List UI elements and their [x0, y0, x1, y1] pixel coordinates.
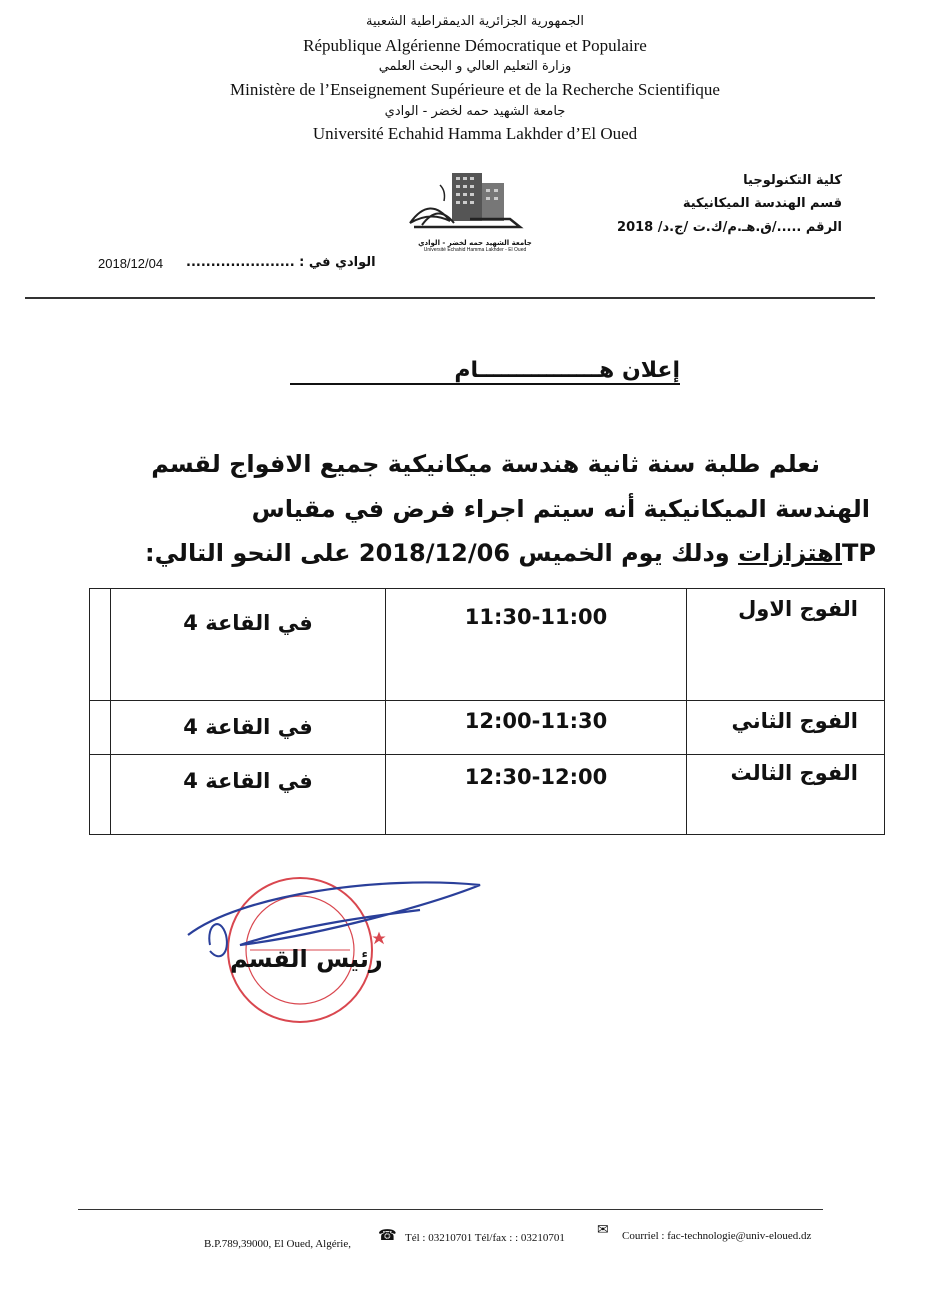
schedule-table: [89, 588, 885, 835]
time-cell: 12:30-12:00: [386, 755, 687, 835]
room-cell: في القاعة 4: [111, 755, 386, 835]
announcement-line-3: [90, 532, 876, 574]
email-icon: ✉: [597, 1222, 609, 1238]
reference-number: الرقم ...../ق.هـ.م/ك.ت /ج.د/ 2018: [617, 220, 842, 235]
announcement-line-1: نعلم طلبة سنة ثانية هندسة ميكانيكية جميع الافواج لقسم: [151, 450, 820, 478]
table-margin-cell: [90, 701, 111, 755]
university-building-icon: [400, 165, 550, 235]
announcement-title: إعلان هــــــــــــــــام: [290, 358, 680, 385]
course-tp: TP: [842, 539, 876, 567]
footer-email: Courriel : fac-technologie@univ-eloued.dz: [622, 1230, 812, 1242]
table-row: [90, 589, 885, 701]
header-fr-ministry: Ministère de l’Enseignement Supérieure et de la Recherche Scientifique: [230, 80, 720, 99]
table-row: [90, 755, 885, 835]
faculty-name: كلية التكنولوجيا: [743, 173, 842, 188]
header-fr-republic: République Algérienne Démocratique et Populaire: [303, 36, 647, 55]
university-logo: [400, 165, 550, 260]
announcement-date-text: ودلك يوم الخميس 2018/12/06 على النحو التالي:: [145, 539, 739, 567]
footer-phone: Tél : 03210701 Tél/fax : : 03210701: [405, 1232, 565, 1244]
course-name: اهتزازات: [738, 539, 843, 567]
department-name: قسم الهندسة الميكانيكية: [682, 196, 842, 211]
header-fr-university: Université Echahid Hamma Lakhder d’El Oued: [312, 124, 638, 143]
footer-address: B.P.789,39000, El Oued, Algérie,: [204, 1238, 351, 1250]
header-ar-republic: الجمهورية الجزائرية الديمقراطية الشعبية: [366, 14, 584, 29]
time-cell: 12:00-11:30: [386, 701, 687, 755]
room-cell: في القاعة 4: [111, 589, 386, 701]
footer-divider: [78, 1209, 823, 1210]
header-divider: [25, 297, 875, 299]
department-head-title: رئيس القسم: [230, 945, 383, 973]
header-ar-university: جامعة الشهيد حمه لخضر - الوادي: [384, 104, 566, 119]
signature-area: [180, 855, 510, 1035]
group-cell: الفوج الاول: [687, 589, 885, 701]
date-value: 2018/12/04: [98, 256, 164, 271]
date-label: الوادي في : ......................: [186, 255, 376, 270]
logo-ar-name: جامعة الشهيد حمه لخضر - الوادي: [418, 239, 532, 247]
table-row: [90, 701, 885, 755]
time-cell: 11:30-11:00: [386, 589, 687, 701]
group-cell: الفوج الثالث: [687, 755, 885, 835]
group-cell: الفوج الثاني: [687, 701, 885, 755]
header-ar-ministry: وزارة التعليم العالي و البحث العلمي: [378, 59, 572, 74]
table-margin-cell: [90, 755, 111, 835]
phone-icon: ☎: [378, 1226, 397, 1244]
logo-fr-name: Université Echahid Hamma Lakhder - El Oued: [423, 247, 527, 253]
room-cell: في القاعة 4: [111, 701, 386, 755]
table-margin-cell: [90, 589, 111, 701]
announcement-line-2: الهندسة الميكانيكية أنه سيتم اجراء فرض في مقياس: [251, 495, 870, 523]
